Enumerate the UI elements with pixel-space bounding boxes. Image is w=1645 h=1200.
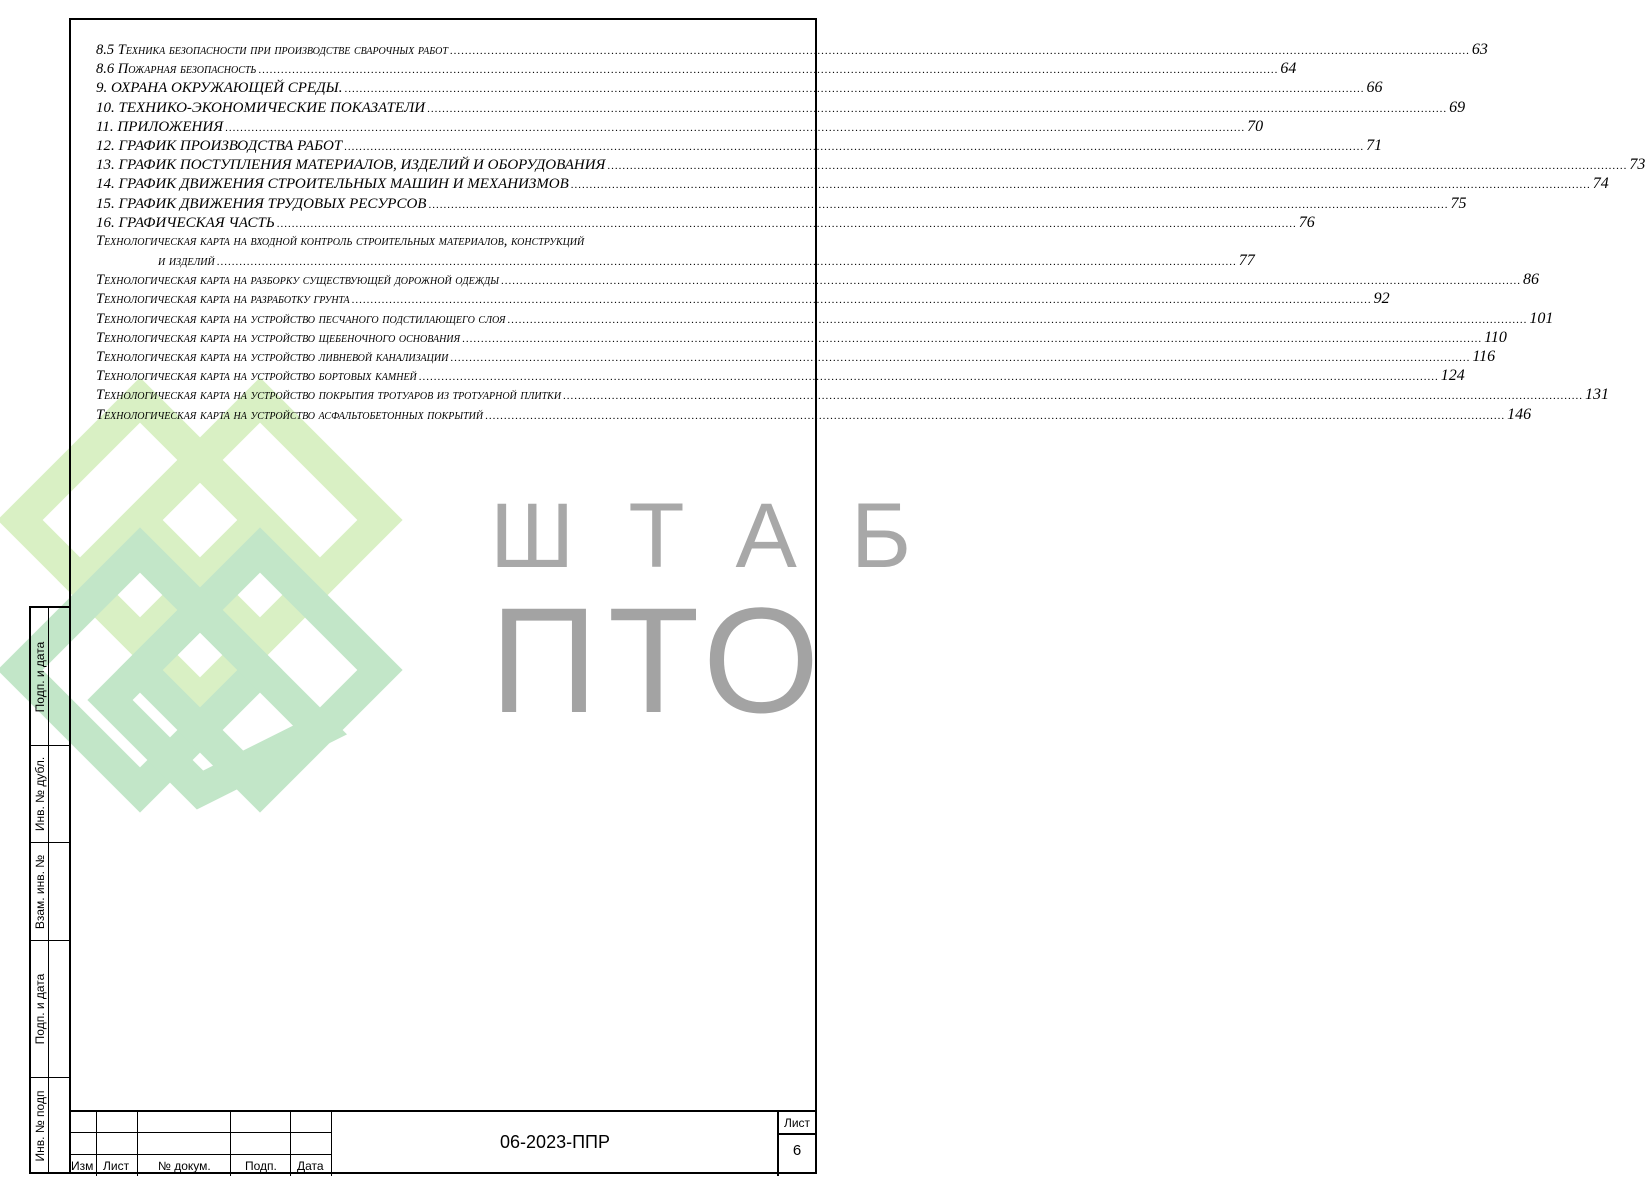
toc-entry[interactable]	[96, 405, 1532, 424]
side-stamp-cell	[31, 746, 69, 843]
toc-leader	[217, 253, 1237, 272]
toc-entry-page: 71	[1366, 136, 1383, 154]
toc-leader	[419, 368, 1439, 387]
toc-entry[interactable]	[96, 328, 1507, 347]
side-stamp-cell	[31, 608, 69, 746]
toc-entry-page: 92	[1373, 290, 1390, 308]
toc-entry[interactable]	[96, 194, 1467, 213]
toc-entry[interactable]	[96, 98, 1466, 117]
toc-entry-page: 101	[1529, 309, 1554, 327]
toc-entry-page: 69	[1449, 98, 1466, 116]
col-label-doc-number: № докум.	[158, 1159, 211, 1173]
toc-entry[interactable]	[96, 117, 1264, 136]
toc-entry-page: 116	[1472, 348, 1496, 365]
toc-entry[interactable]	[96, 289, 1390, 308]
toc-entry-title: 14. ГРАФИК ДВИЖЕНИЯ СТРОИТЕЛЬНЫХ МАШИН И МЕХАНИЗМОВ	[96, 176, 569, 193]
toc-entry-page: 66	[1366, 79, 1383, 97]
toc-entry[interactable]	[96, 40, 1488, 59]
toc-leader	[462, 330, 1482, 349]
toc-entry[interactable]	[96, 213, 1315, 232]
toc-entry-page: 73	[1629, 156, 1645, 174]
table-of-contents	[96, 40, 1645, 424]
toc-entry-title: Технологическая карта на устройство ливневой канализации	[96, 349, 449, 365]
toc-entry-title: 10. ТЕХНИКО-ЭКОНОМИЧЕСКИЕ ПОКАЗАТЕЛИ	[96, 99, 426, 116]
col-label-sheet: Лист	[103, 1159, 130, 1173]
toc-entry-page: 86	[1523, 271, 1539, 289]
toc-entry-page: 64	[1280, 60, 1297, 78]
toc-entry[interactable]	[96, 155, 1645, 174]
toc-leader	[501, 272, 1521, 291]
toc-leader	[352, 291, 1372, 310]
toc-entry-page: 75	[1450, 194, 1467, 212]
toc-entry-title: 16. ГРАФИЧЕСКАЯ ЧАСТЬ	[96, 214, 275, 231]
toc-leader	[450, 349, 1470, 368]
toc-entry-title: Технологическая карта на устройство покрытия тротуаров из тротуарной плитки	[96, 387, 562, 404]
col-label-signature: Подп.	[245, 1159, 277, 1173]
toc-entry[interactable]	[96, 366, 1465, 385]
toc-entry-page: 76	[1298, 213, 1315, 231]
toc-entry-page: 110	[1484, 328, 1507, 346]
toc-entry-page: 74	[1592, 175, 1609, 193]
toc-entry-page: 77	[1238, 252, 1255, 270]
toc-leader	[225, 119, 1245, 138]
toc-leader	[344, 80, 1364, 99]
side-stamp-label: Подп. и дата	[32, 973, 47, 1045]
sheet-number: 6	[792, 1142, 802, 1159]
toc-entry-title: 13. ГРАФИК ПОСТУПЛЕНИЯ МАТЕРИАЛОВ, ИЗДЕЛИЙ И ОБОРУДОВАНИЯ	[96, 157, 606, 174]
toc-entry-title: Технологическая карта на устройство песчаного подстилающего слоя	[96, 310, 506, 327]
toc-entry[interactable]	[96, 174, 1609, 193]
toc-leader	[607, 157, 1627, 176]
toc-entry[interactable]	[96, 59, 1297, 78]
toc-leader	[427, 100, 1447, 119]
toc-entry-title: 15. ГРАФИК ДВИЖЕНИЯ ТРУДОВЫХ РЕСУРСОВ	[96, 195, 427, 212]
toc-entry-title: 12. ГРАФИК ПРОИЗВОДСТВА РАБОТ	[96, 137, 343, 154]
side-stamp-label: Взам. инв. №	[32, 854, 47, 929]
side-stamp	[29, 606, 69, 1174]
toc-entry-title-cont: и изделий	[158, 253, 215, 270]
toc-entry-title: Технологическая карта на разработку грунта	[96, 291, 350, 308]
toc-entry[interactable]	[96, 136, 1383, 155]
toc-entry-page: 63	[1471, 41, 1488, 58]
toc-entry[interactable]	[96, 309, 1554, 328]
toc-leader	[428, 196, 1448, 215]
toc-leader	[563, 387, 1583, 406]
toc-entry-title: Технологическая карта на устройство щебеночного основания	[96, 329, 461, 346]
toc-entry-page: 124	[1440, 367, 1465, 385]
toc-entry-title: 8.6 Пожарная безопасность	[96, 61, 257, 78]
col-label-change: Изм	[71, 1159, 94, 1173]
toc-leader	[277, 215, 1297, 234]
toc-entry[interactable]	[96, 347, 1496, 366]
title-block	[69, 1110, 817, 1176]
toc-entry-title: 8.5 Техника безопасности при производстве сварочных работ	[96, 42, 448, 58]
col-label-date: Дата	[297, 1159, 324, 1173]
side-stamp-cell	[31, 1078, 69, 1174]
side-stamp-label: Инв. № подп	[32, 1090, 47, 1162]
toc-leader	[507, 311, 1527, 330]
watermark-line-2: ПТО	[490, 576, 830, 744]
side-stamp-cell	[31, 843, 69, 941]
toc-entry[interactable]	[96, 270, 1539, 289]
toc-entry-title: Технологическая карта на устройство бортовых камней	[96, 368, 417, 385]
toc-entry-page: 146	[1507, 405, 1532, 423]
toc-leader	[450, 42, 1470, 61]
watermark-line-1: ШТАБ	[490, 485, 966, 587]
toc-entry-title: Технологическая карта на разборку существующей дорожной одежды	[96, 272, 499, 289]
sheet-label: Лист	[783, 1116, 811, 1130]
side-stamp-cell	[31, 941, 69, 1078]
side-stamp-label: Подп. и дата	[32, 641, 47, 712]
toc-leader	[344, 138, 1364, 157]
toc-entry-title: Технологическая карта на устройство асфальтобетонных покрытий	[96, 406, 484, 423]
toc-entry[interactable]	[96, 78, 1383, 97]
toc-entry-title: 11. ПРИЛОЖЕНИЯ	[96, 118, 224, 135]
toc-entry[interactable]	[96, 251, 1255, 270]
toc-entry-wrapped-title[interactable]: Технологическая карта на входной контроль строительных материалов, конструкций	[96, 232, 585, 249]
toc-leader	[571, 176, 1591, 195]
toc-entry[interactable]	[96, 385, 1610, 404]
toc-leader	[485, 407, 1505, 426]
toc-entry-page: 70	[1247, 117, 1264, 135]
toc-entry-page: 131	[1585, 386, 1610, 404]
toc-leader	[258, 61, 1278, 80]
side-stamp-label: Инв. № дубл.	[32, 756, 47, 832]
document-code: 06-2023-ППР	[500, 1132, 610, 1152]
toc-entry-title: 9. ОХРАНА ОКРУЖАЮЩЕЙ СРЕДЫ.	[96, 80, 343, 97]
